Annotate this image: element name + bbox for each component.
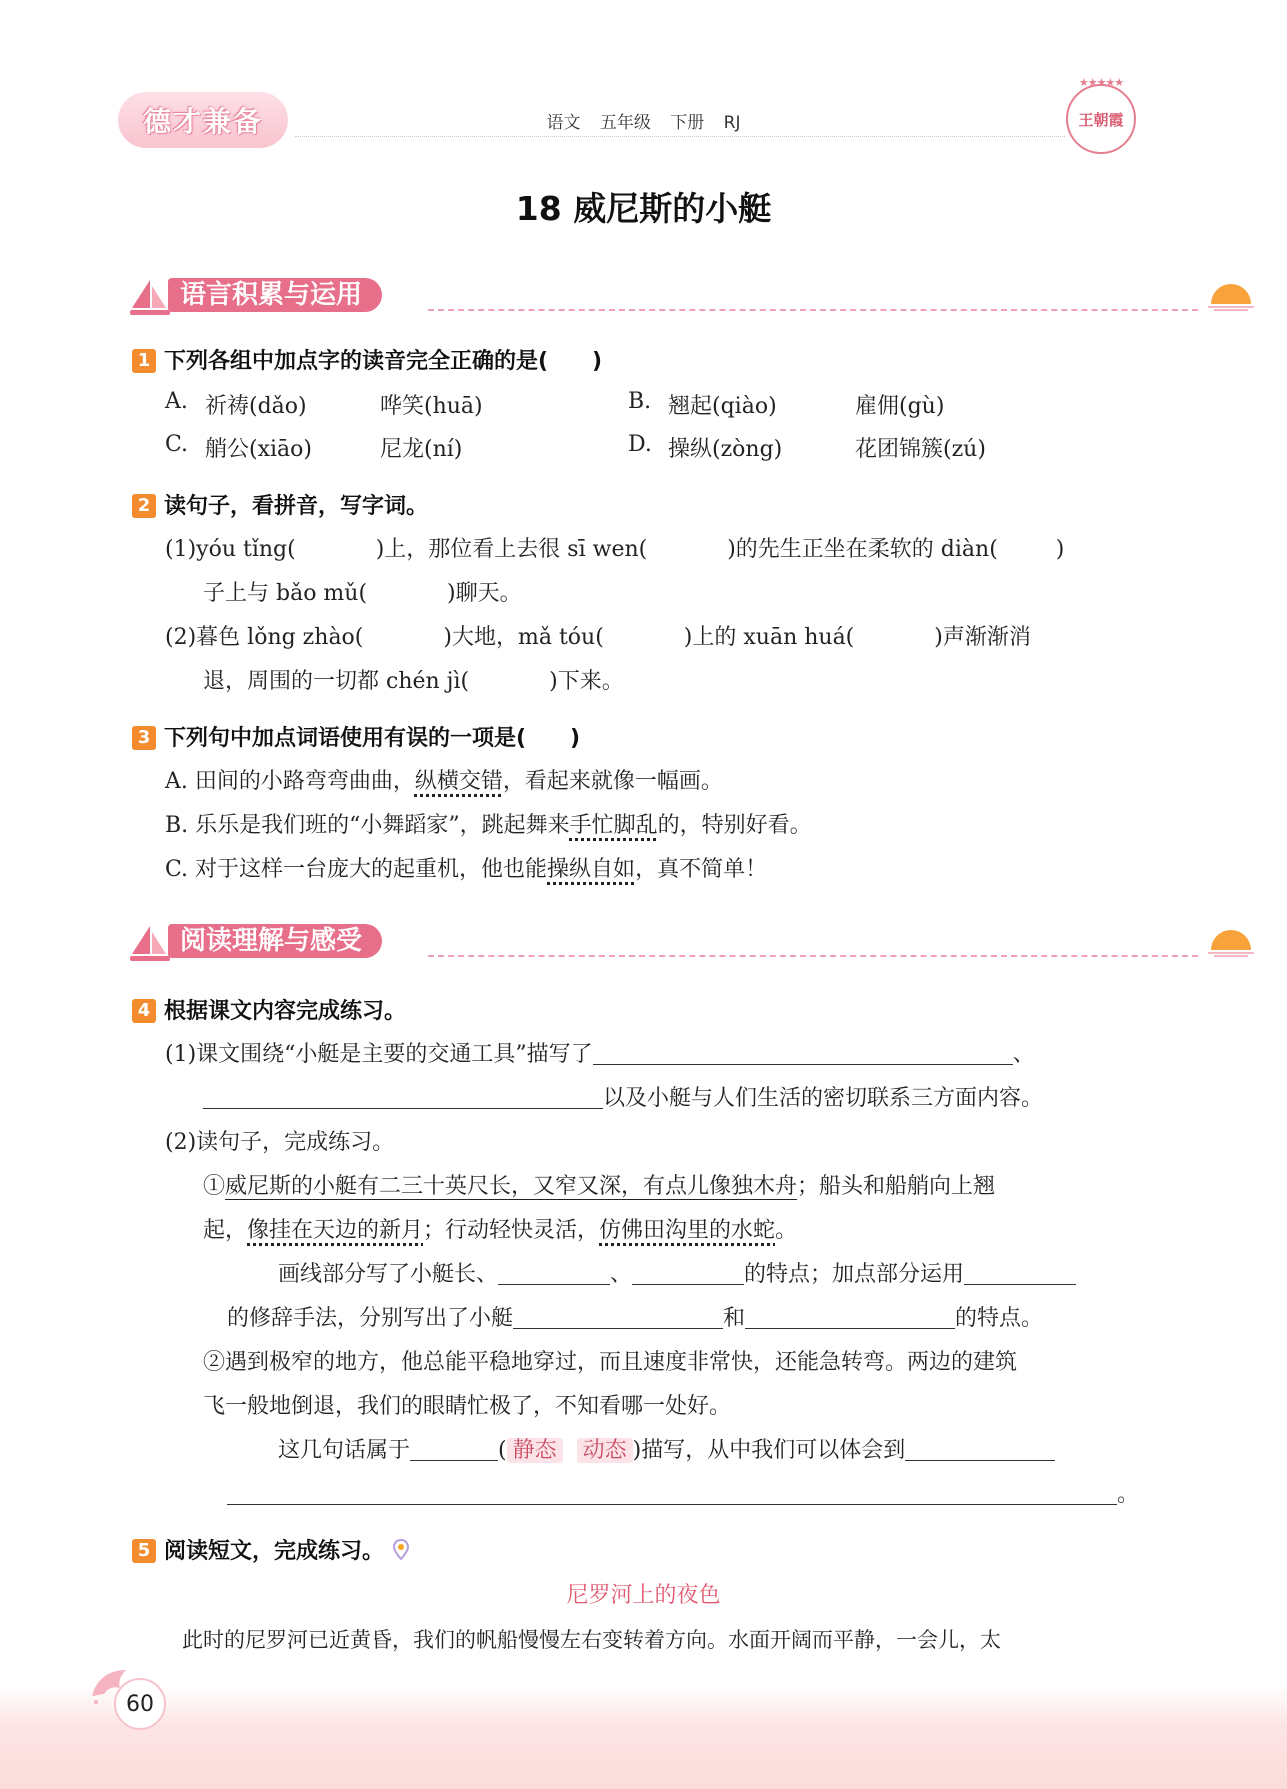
question-number: 1 bbox=[132, 349, 156, 373]
book-logo: 德才兼备 bbox=[118, 92, 288, 148]
dotted-phrase: 手忙脚乱 bbox=[569, 813, 658, 838]
q4-text: 起， bbox=[203, 1218, 248, 1243]
question-text: 下列各组中加点字的读音完全正确的是( ) bbox=[164, 349, 603, 374]
q3-text: ，真不简单！ bbox=[635, 857, 768, 882]
dotted-phrase: 操纵自如 bbox=[547, 857, 636, 882]
q3-text: 的，特别好看。 bbox=[657, 813, 812, 838]
question-number: 4 bbox=[132, 999, 156, 1023]
answer-line[interactable] bbox=[410, 1438, 498, 1461]
q4-text: 的特点；加点部分运用 bbox=[744, 1262, 965, 1287]
q2-text: )上的 xuān huá( bbox=[683, 625, 855, 650]
location-pin-icon bbox=[392, 1539, 410, 1561]
q4-text: 和 bbox=[723, 1306, 746, 1331]
option-b-word2: 雇佣(gù) bbox=[855, 394, 945, 419]
answer-blank[interactable] bbox=[296, 538, 376, 560]
q4-text: 的特点。 bbox=[955, 1306, 1044, 1331]
answer-line[interactable] bbox=[632, 1262, 744, 1285]
answer-blank[interactable] bbox=[363, 626, 443, 648]
q4-passage-1-line-2 bbox=[203, 1213, 797, 1244]
option-a-label: A. bbox=[165, 389, 188, 414]
section-title-2: 阅读理解与感受 bbox=[168, 924, 382, 958]
dotted-phrase: 仿佛田沟里的水蛇 bbox=[599, 1218, 776, 1243]
q4-text: ( bbox=[498, 1438, 507, 1463]
q2-text: )大地，mǎ tóu( bbox=[443, 625, 604, 650]
q4-part-1-line-2 bbox=[203, 1081, 1043, 1112]
answer-blank[interactable] bbox=[854, 626, 934, 648]
option-d-word1: 操纵(zòng) bbox=[668, 437, 783, 462]
section-banner-1 bbox=[128, 276, 1128, 318]
answer-line[interactable] bbox=[227, 1482, 1117, 1505]
header-meta: 语文 五年级 下册 RJ bbox=[546, 113, 741, 133]
option-b-label: B. bbox=[628, 389, 652, 414]
author-seal: 王朝霞 bbox=[1066, 84, 1136, 154]
section-divider bbox=[428, 955, 1198, 957]
answer-blank[interactable] bbox=[998, 538, 1056, 560]
q4-text: 、 bbox=[1012, 1042, 1035, 1067]
q4-text: 、 bbox=[610, 1262, 633, 1287]
q2-line-3 bbox=[165, 620, 1031, 651]
section-title-1: 语言积累与运用 bbox=[168, 278, 382, 312]
question-number: 2 bbox=[132, 494, 156, 518]
question-text: 根据课文内容完成练习。 bbox=[164, 999, 407, 1024]
q2-text: )上，那位看上去很 sī wen( bbox=[375, 537, 648, 562]
q2-text: )声渐渐消 bbox=[934, 625, 1031, 650]
q4-text: 。 bbox=[1117, 1482, 1140, 1507]
q4-text: 的修辞手法，分别写出了小艇 bbox=[227, 1306, 514, 1331]
option-a-word1: 祈祷(dǎo) bbox=[205, 394, 307, 419]
question-text: 读句子，看拼音，写字词。 bbox=[164, 494, 429, 519]
passage-title: 尼罗河上的夜色 bbox=[566, 1583, 721, 1608]
q4-part-2-heading: (2)读句子，完成练习。 bbox=[165, 1130, 395, 1155]
q4-part-1-line-1 bbox=[165, 1037, 1035, 1068]
question-2 bbox=[132, 489, 428, 520]
q2-text: )下来。 bbox=[549, 669, 624, 694]
passage-paragraph: 此时的尼罗河已近黄昏，我们的帆船慢慢左右变转着方向。水面开阔而平静，一会儿，太 bbox=[182, 1628, 1001, 1652]
q2-text: (1)yóu tǐng( bbox=[165, 537, 296, 562]
q4-fill-line-4 bbox=[227, 1477, 1139, 1508]
q4-fill-line-1 bbox=[278, 1257, 1076, 1288]
q4-passage-2-line-2: 飞一般地倒退，我们的眼睛忙极了，不知看哪一处好。 bbox=[203, 1394, 732, 1419]
q4-text: 以及小艇与人们生活的密切联系三方面内容。 bbox=[603, 1086, 1044, 1111]
answer-line[interactable] bbox=[593, 1042, 1013, 1065]
q3-text: A. 田间的小路弯弯曲曲， bbox=[165, 769, 415, 794]
dotted-phrase: 像挂在天边的新月 bbox=[247, 1218, 424, 1243]
option-c-label: C. bbox=[165, 432, 189, 457]
option-a-word2: 哗笑(huā) bbox=[380, 394, 483, 419]
question-number: 5 bbox=[132, 1539, 156, 1563]
sunset-icon bbox=[1208, 282, 1254, 312]
q4-text: 这几句话属于 bbox=[278, 1438, 411, 1463]
section-banner-2 bbox=[128, 922, 1128, 964]
q3-option-b bbox=[165, 808, 812, 839]
footer-band bbox=[0, 1685, 1287, 1789]
q3-option-c bbox=[165, 852, 767, 883]
sailboat-icon bbox=[128, 924, 172, 964]
answer-blank[interactable] bbox=[604, 626, 684, 648]
q4-passage-2-line-1: ②遇到极窄的地方，他总能平稳地穿过，而且速度非常快，还能急转弯。两边的建筑 bbox=[203, 1350, 1018, 1375]
option-d-word2: 花团锦簇(zú) bbox=[855, 437, 986, 462]
question-number: 3 bbox=[132, 726, 156, 750]
answer-blank[interactable] bbox=[469, 670, 549, 692]
q2-text: (2)暮色 lǒng zhào( bbox=[165, 625, 364, 650]
q4-fill-line-3 bbox=[278, 1433, 1055, 1464]
q4-passage-1-line-1 bbox=[203, 1169, 995, 1200]
q2-line-2 bbox=[203, 576, 522, 607]
q2-text: 子上与 bǎo mǔ( bbox=[203, 581, 368, 606]
question-1 bbox=[132, 344, 602, 375]
q4-text: 。 bbox=[775, 1218, 798, 1243]
q4-text: ；船头和船艄向上翘 bbox=[797, 1174, 996, 1199]
answer-line[interactable] bbox=[964, 1262, 1076, 1285]
option-c-word1: 艄公(xiāo) bbox=[205, 437, 312, 462]
option-b-word1: 翘起(qiào) bbox=[668, 394, 777, 419]
question-text: 阅读短文，完成练习。 bbox=[164, 1539, 385, 1564]
answer-line[interactable] bbox=[905, 1438, 1055, 1461]
underlined-phrase: 威尼斯的小艇有二三十英尺长，又窄又深，有点儿像独木舟 bbox=[225, 1174, 798, 1199]
page-title: 18 威尼斯的小艇 bbox=[515, 189, 772, 228]
q2-text: )的先生正坐在柔软的 diàn( bbox=[727, 537, 998, 562]
q4-text: )描写，从中我们可以体会到 bbox=[632, 1438, 906, 1463]
q2-line-4 bbox=[203, 664, 624, 695]
answer-line[interactable] bbox=[203, 1086, 603, 1109]
answer-line[interactable] bbox=[745, 1306, 955, 1329]
answer-blank[interactable] bbox=[367, 582, 447, 604]
answer-line[interactable] bbox=[498, 1262, 610, 1285]
question-4 bbox=[132, 994, 406, 1025]
answer-line[interactable] bbox=[513, 1306, 723, 1329]
q2-text: )聊天。 bbox=[447, 581, 522, 606]
option-c-word2: 尼龙(ní) bbox=[380, 437, 463, 462]
page-number: 60 bbox=[114, 1678, 166, 1730]
q2-text: 退，周围的一切都 chén jì( bbox=[203, 669, 470, 694]
q4-text: (1)课文围绕“小艇是主要的交通工具”描写了 bbox=[165, 1042, 593, 1067]
header-divider bbox=[295, 136, 1065, 137]
sunset-icon bbox=[1208, 928, 1254, 958]
choice-static[interactable]: 静态 bbox=[507, 1438, 563, 1463]
section-divider bbox=[428, 309, 1198, 311]
answer-blank[interactable] bbox=[647, 538, 727, 560]
q2-line-1 bbox=[165, 532, 1064, 563]
q4-text: ① bbox=[203, 1174, 226, 1199]
q4-fill-line-2 bbox=[227, 1301, 1043, 1332]
question-3 bbox=[132, 721, 580, 752]
q3-option-a bbox=[165, 764, 723, 795]
q4-text: ；行动轻快灵活， bbox=[423, 1218, 600, 1243]
q4-text: 画线部分写了小艇长、 bbox=[278, 1262, 499, 1287]
sailboat-icon bbox=[128, 278, 172, 318]
choice-dynamic[interactable]: 动态 bbox=[577, 1438, 633, 1463]
dotted-phrase: 纵横交错 bbox=[414, 769, 503, 794]
question-5 bbox=[132, 1534, 410, 1565]
option-d-label: D. bbox=[628, 432, 652, 457]
seal-stars-icon: ★★★★★ bbox=[1078, 76, 1124, 89]
q3-text: B. 乐乐是我们班的“小舞蹈家”，跳起舞来 bbox=[165, 813, 570, 838]
q3-text: ，看起来就像一幅画。 bbox=[502, 769, 723, 794]
q3-text: C. 对于这样一台庞大的起重机，他也能 bbox=[165, 857, 548, 882]
q2-text: ) bbox=[1055, 537, 1065, 562]
question-text: 下列句中加点词语使用有误的一项是( ) bbox=[164, 726, 581, 751]
